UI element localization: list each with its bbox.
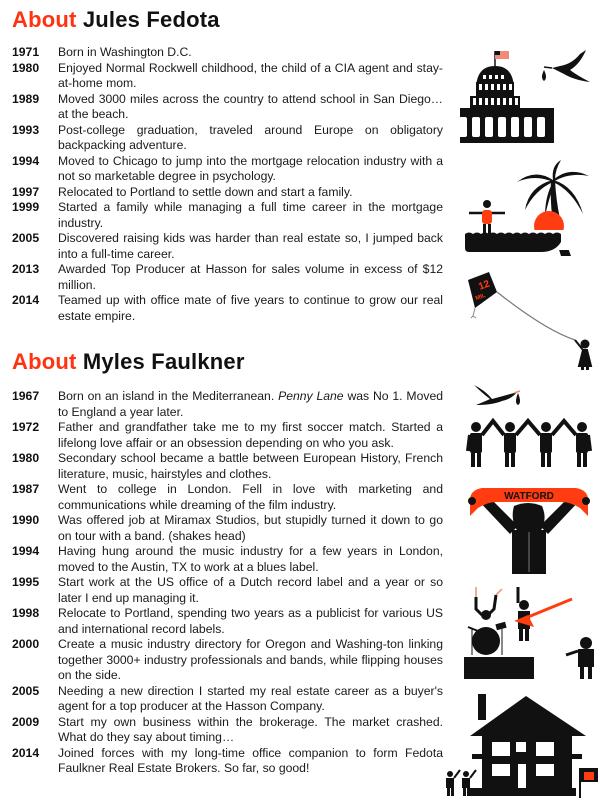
heading-accent: About [12,7,77,32]
kite-label-bottom: MIL [474,292,487,303]
entry-text-part: was No 1. Moved to England a year later. [58,389,443,419]
entry-year: 1987 [12,482,40,496]
kite-icon [468,272,497,318]
entry-text: Post-college graduation, traveled around Europe on obligatory backpacking adventure. [58,122,443,152]
water-icon [465,233,561,253]
entry-year: 1980 [12,60,40,75]
timeline-entry [12,575,444,606]
entry-year: 2005 [12,683,40,698]
timeline-myles [12,389,444,777]
entry-text: Awarded Top Producer at Hasson for sales volume in excess of $12 million. [58,262,443,292]
timeline-entry [12,746,444,777]
for-sale-sign-icon [580,768,598,798]
timeline-entry [12,544,444,575]
entry-year: 1994 [12,153,40,168]
entry-text: Secondary school became a battle between European History, French literature, music, hairstyles and clothes. [58,451,443,481]
timeline-entry [12,684,444,715]
song-title: Penny Lane [278,389,344,403]
timeline-entry [12,637,444,684]
woman-icon [575,340,591,371]
kite-label-top: 12 [477,278,492,293]
entry-text: Needing a new direction I started my real estate career as a buyer's agent for a top producer at the Hasson Company. [58,683,443,713]
timeline-entry [12,92,444,123]
kite-illustration [465,270,600,370]
entry-year: 1995 [12,575,40,589]
house-illustration [436,690,600,800]
heading-accent: About [12,349,77,374]
beach-illustration [465,160,600,260]
entry-text: Start my own business within the brokerage. The market crashed. What do they say about timing… [58,714,443,744]
timeline-entry [12,420,444,451]
watford-fan-illustration [462,480,597,575]
timeline-entry [12,200,444,231]
heading-myles [12,349,245,375]
entry-text: Start work at the US office of a Dutch record label and a year or so later I end up managing it. [58,575,443,605]
swimmer-icon [469,200,505,234]
entry-year: 1999 [12,200,40,214]
entry-year: 1993 [12,122,40,137]
heading-name: Myles Faulkner [82,349,245,374]
entry-year: 1994 [12,544,40,558]
timeline-entry [12,513,444,544]
entry-year: 1990 [12,513,40,527]
band-illustration [462,585,600,680]
entry-year: 1972 [12,420,40,434]
entry-year: 2009 [12,714,40,729]
entry-year: 1980 [12,451,40,465]
entry-text: Relocate to Portland, spending two years as a publicist for various US and international record labels. [58,606,443,636]
entry-year: 2013 [12,262,40,276]
entry-text: Teamed up with office mate of five years to continue to grow our real estate empire. [58,293,443,323]
brothers-illustration [462,375,597,470]
heading-jules [12,7,220,33]
entry-year: 2005 [12,231,40,245]
timeline-jules [12,45,444,324]
timeline-entry [12,715,444,746]
timeline-entry [12,231,444,262]
timeline-entry [12,61,444,92]
timeline-entry [12,185,444,201]
entry-text: Started a family while managing a full time career in the mortgage industry. [58,200,443,230]
manager-icon [566,637,594,679]
timeline-entry [12,154,444,185]
entry-year: 2000 [12,637,40,651]
entry-text: Enjoyed Normal Rockwell childhood, the child of a CIA agent and stay-at-home mom. [58,60,443,90]
fan-icon [476,494,582,574]
entry-year: 2014 [12,293,40,307]
timeline-entry [12,123,444,154]
entry-text: Discovered raising kids was harder than real estate so, I jumped back into a full-time career. [58,231,443,261]
entry-text: Joined forces with my long-time office companion to form Fedota Faulkner Real Estate Brokers. So far, so good! [58,745,443,775]
entry-text-part: Born on an island in the Mediterranean. [58,389,279,403]
timeline-entry [12,262,444,293]
entry-text: Relocated to Portland to settle down and start a family. [58,184,353,199]
entry-text: Was offered job at Miramax Studios, but stupidly turned it down to go on tour with a band. (shakes head) [58,513,443,543]
entry-text: Moved 3000 miles across the country to attend school in San Diego…at the beach. [58,91,443,121]
capitol-stork-illustration [460,48,600,148]
entry-year: 1998 [12,606,40,620]
timeline-entry [12,451,444,482]
timeline-entry [12,45,444,61]
timeline-entry [12,293,444,324]
entry-text: Moved to Chicago to jump into the mortgage relocation industry with a not so marketable degree in psychology. [58,153,443,183]
kite-string [497,292,575,340]
timeline-entry [12,389,444,420]
guitarist-icon [514,587,572,641]
capitol-icon [460,51,554,143]
entry-year: 1997 [12,184,40,199]
scarf-label: WATFORD [504,491,554,502]
entry-year: 1967 [12,389,40,403]
house-icon [470,694,586,796]
timeline-entry [12,606,444,637]
entry-text: Born in Washington D.C. [58,45,192,59]
stork-icon [542,50,590,82]
entry-text [58,389,443,420]
entry-year: 1971 [12,45,40,59]
timeline-entry [12,482,444,513]
entry-year: 2014 [12,745,40,760]
stork-icon [474,385,520,405]
entry-text: Went to college in London. Fell in love with marketing and communications while dreaming of the film industry. [58,482,443,512]
entry-text: Having hung around the music industry for a few years in London, moved to the Austin, TX to work at a blues label. [58,544,443,574]
entry-text: Father and grandfather take me to my first soccer match. Started a lifelong love affair or an obsession depending on who you ask. [58,420,443,450]
heading-name: Jules Fedota [82,7,220,32]
entry-text: Create a music industry directory for Oregon and Washing-ton linking together 3000+ industry professionals and bands, while flipping houses on the side. [58,637,443,682]
entry-year: 1989 [12,91,40,106]
